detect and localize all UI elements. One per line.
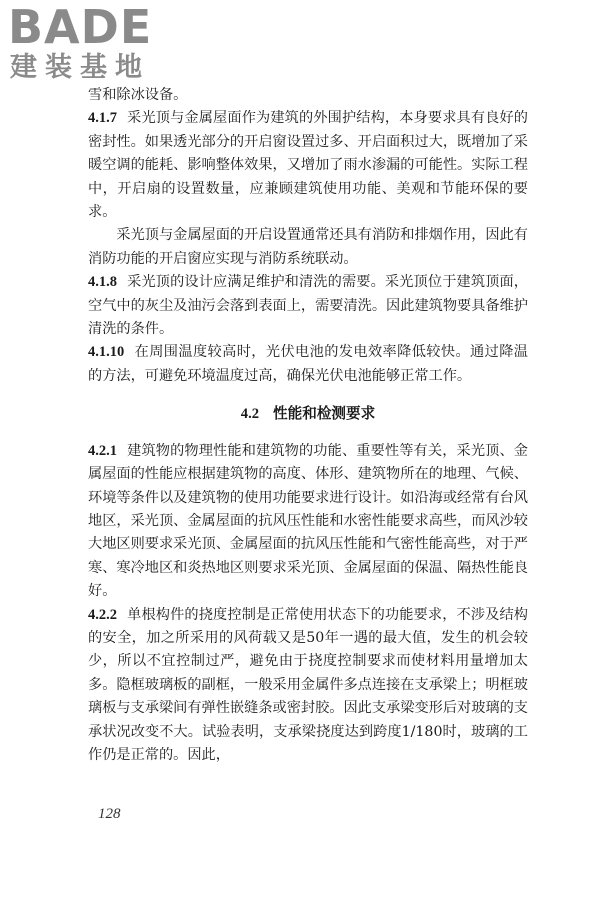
clause-number: 4.2.1: [88, 442, 117, 459]
clause-4-1-10: [88, 341, 528, 388]
clause-number: 4.1.8: [88, 274, 117, 291]
section-heading: [88, 402, 528, 426]
clause-number: 4.1.7: [88, 110, 117, 127]
paragraph-indented: [88, 224, 528, 271]
logo: [8, 2, 178, 86]
logo-subtitle: 建装基地: [10, 52, 150, 83]
section-title: 性能和检测要求: [273, 405, 376, 423]
clause-4-2-2: [88, 604, 528, 768]
paragraph-continuation: [88, 84, 528, 107]
clause-number: 4.2.2: [88, 606, 117, 623]
clause-text: 采光顶与金属屋面作为建筑的外围护结构，本身要求具有良好的密封性。如果透光部分的开启窗设置过多、开启面积过大，既增加了采暖空调的能耗、影响整体效果，又增加了雨水渗漏的可能性。实际工程中，开启扇的设置数量，应兼顾建筑使用功能、美观和节能环保的要求。: [88, 110, 528, 221]
section-number: 4.2: [240, 406, 260, 423]
paragraph-text: 雪和除冰设备。: [88, 87, 188, 103]
page-body: [88, 84, 528, 767]
clause-4-1-7: [88, 107, 528, 224]
paragraph-text: 采光顶与金属屋面的开启设置通常还具有消防和排烟作用，因此有消防功能的开启窗应实现与消防系统联动。: [88, 227, 528, 267]
clause-text: 采光顶的设计应满足维护和清洗的需要。采光顶位于建筑顶面，空气中的灰尘及油污会落到表面上，需要清洗。因此建筑物要具备维护清洗的条件。: [88, 274, 528, 338]
clause-text: 单根构件的挠度控制是正常使用状态下的功能要求，不涉及结构的安全，加之所采用的风荷载又是50年一遇的最大值，发生的机会较少，所以不宜控制过严，避免由于挠度控制要求而使材料用量增加太多。隐框玻璃板的副框，一般采用金属件多点连接在支承梁上；明框玻璃板与支承梁间有弹性嵌缝条或密封胶。因此支承梁变形后对玻璃的支承状况改变不大。试验表明，支承梁挠度达到跨度1/180时，玻璃的工作仍是正常的。因此，: [88, 606, 528, 763]
clause-text: 在周围温度较高时，光伏电池的发电效率降低较快。通过降温的方法，可避免环境温度过高，确保光伏电池能够正常工作。: [88, 344, 528, 384]
clause-number: 4.1.10: [88, 344, 125, 361]
clause-4-1-8: [88, 271, 528, 341]
page-number: 128: [98, 806, 121, 822]
clause-4-2-1: [88, 440, 528, 604]
logo-wordmark: BADE: [8, 0, 153, 54]
clause-text: 建筑物的物理性能和建筑物的功能、重要性等有关，采光顶、金属屋面的性能应根据建筑物的高度、体形、建筑物所在的地理、气候、环境等条件以及建筑物的使用功能要求进行设计。如沿海或经常有台风地区，采光顶、金属屋面的抗风压性能和水密性能要求高些，而风沙较大地区则要求采光顶、金属屋面的抗风压性能和气密性能高些，对于严寒、寒冷地区和炎热地区则要求采光顶、金属屋面的保温、隔热性能良好。: [88, 442, 528, 600]
